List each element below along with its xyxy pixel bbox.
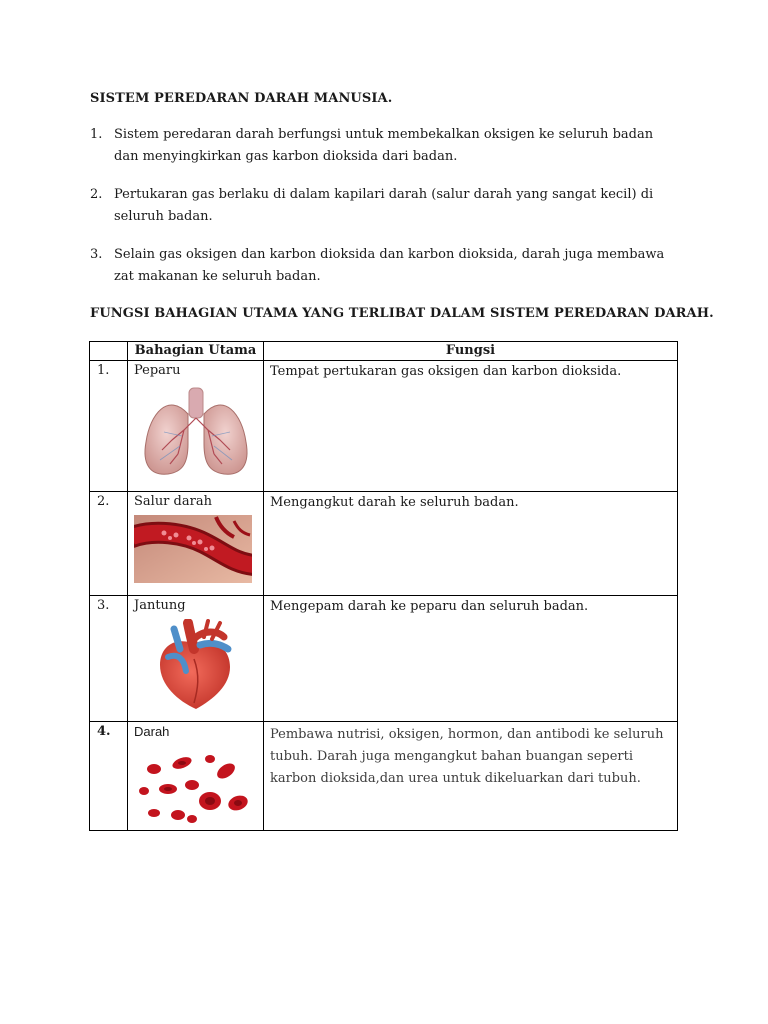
table-header-row bbox=[90, 342, 678, 361]
list-item-number: 2. bbox=[90, 187, 103, 202]
function-cell: Tempat pertukaran gas oksigen dan karbon dioksida. bbox=[264, 361, 678, 492]
lungs-icon bbox=[134, 384, 258, 482]
part-cell bbox=[128, 596, 264, 722]
header-number bbox=[90, 342, 128, 361]
row-number: 4. bbox=[90, 722, 128, 831]
list-item-number: 1. bbox=[90, 127, 103, 142]
part-name: Jantung bbox=[134, 598, 186, 613]
table-row bbox=[90, 722, 678, 831]
list-item-text: Selain gas oksigen dan karbon dioksida dan karbon dioksida, darah juga membawa zat makanan ke seluruh badan. bbox=[114, 247, 665, 284]
list-item-text: Pertukaran gas berlaku di dalam kapilari darah (salur darah yang sangat kecil) di seluruh badan. bbox=[114, 187, 654, 224]
function-cell: Mengepam darah ke peparu dan seluruh badan. bbox=[264, 596, 678, 722]
header-function: Fungsi bbox=[264, 342, 678, 361]
table-row bbox=[90, 492, 678, 596]
blood-vessel-icon bbox=[134, 515, 252, 583]
row-number: 1. bbox=[90, 361, 128, 492]
section-title: FUNGSI BAHAGIAN UTAMA YANG TERLIBAT DALAM SISTEM PEREDARAN DARAH. bbox=[90, 306, 714, 321]
page-title: SISTEM PEREDARAN DARAH MANUSIA. bbox=[90, 91, 393, 106]
part-cell bbox=[128, 722, 264, 831]
list-item bbox=[90, 244, 680, 288]
table-row bbox=[90, 596, 678, 722]
list-item bbox=[90, 184, 680, 228]
heart-icon bbox=[134, 619, 258, 711]
part-cell bbox=[128, 361, 264, 492]
header-part: Bahagian Utama bbox=[128, 342, 264, 361]
blood-cells-icon bbox=[134, 745, 254, 825]
points-list bbox=[90, 124, 680, 304]
row-number: 2. bbox=[90, 492, 128, 596]
list-item-number: 3. bbox=[90, 247, 103, 262]
function-cell: Pembawa nutrisi, oksigen, hormon, dan antibodi ke seluruh tubuh. Darah juga mengangkut bahan buangan seperti karbon dioksida,dan urea untuk dikeluarkan dari tubuh. bbox=[264, 722, 678, 831]
functions-table bbox=[89, 341, 678, 831]
part-name: Peparu bbox=[134, 363, 181, 378]
part-name: Darah bbox=[134, 724, 170, 739]
part-name: Salur darah bbox=[134, 494, 212, 509]
list-item bbox=[90, 124, 680, 168]
function-cell: Mengangkut darah ke seluruh badan. bbox=[264, 492, 678, 596]
part-cell bbox=[128, 492, 264, 596]
row-number: 3. bbox=[90, 596, 128, 722]
table-row bbox=[90, 361, 678, 492]
list-item-text: Sistem peredaran darah berfungsi untuk membekalkan oksigen ke seluruh badan dan menyingkirkan gas karbon dioksida dari badan. bbox=[114, 127, 654, 164]
